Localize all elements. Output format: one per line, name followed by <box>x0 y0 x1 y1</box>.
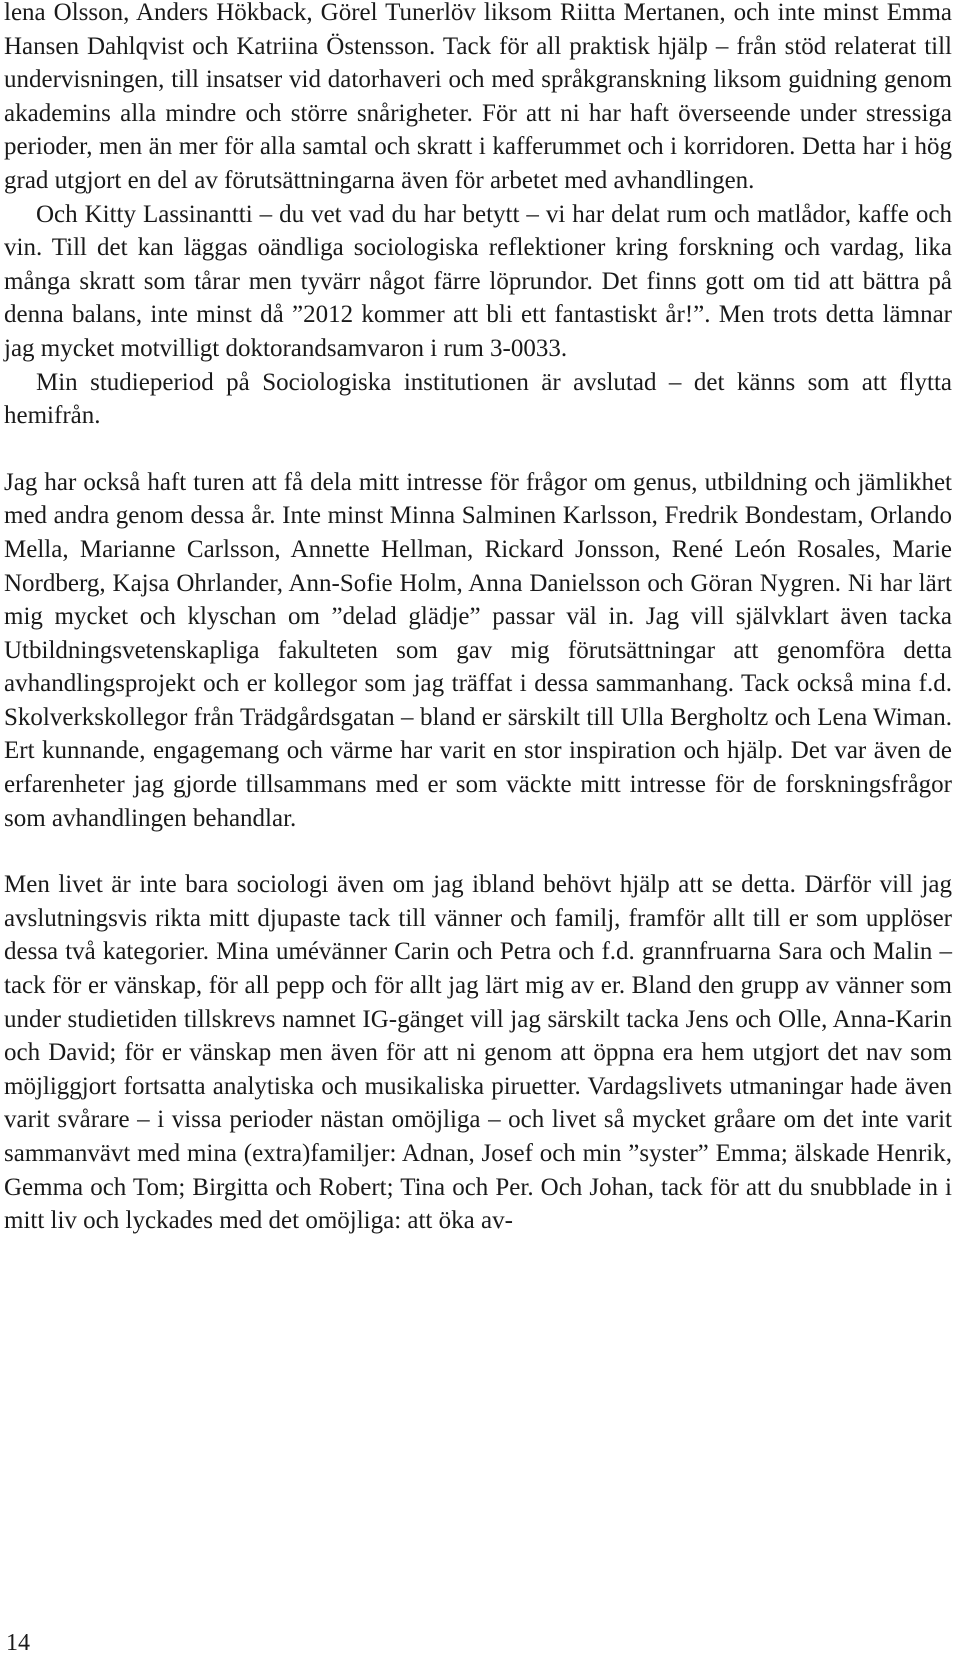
paragraph-study-period: Min studieperiod på Sociologiska institutionen är avslutad – det känns som att flytta hemifrån. <box>4 368 952 430</box>
document-page <box>4 0 952 1667</box>
paragraph-acknowledgements-staff: lena Olsson, Anders Hökback, Görel Tunerlöv liksom Riitta Mertanen, och inte minst Emma Hansen Dahlqvist och Katriina Östensson. Tack för all praktisk hjälp – från stöd relaterat till undervisningen, till insatser vid datorhaveri och med språkgranskning liksom guidning genom akademins alla mindre och större snårigheter. För att ni har haft överseende under stressiga perioder, men än mer för alla samtal och skratt i kafferummet och i korridoren. Detta har i hög grad utgjort en del av förutsättningarna även för arbetet med avhandlingen. <box>4 0 952 194</box>
page-number: 14 <box>6 1630 30 1656</box>
paragraph-gap <box>4 433 952 466</box>
paragraph-friends-family: Men livet är inte bara sociologi även om jag ibland behövt hjälp att se detta. Därför vill jag avslutningsvis rikta mitt djupaste tack till vänner och familj, framför allt till er som upplöser dessa två kategorier. Mina umévänner Carin och Petra och f.d. grannfruarna Sara och Malin – tack för er vänskap, för all pepp och för allt jag lärt mig av er. Bland den grupp av vänner som under studietiden tillskrevs namnet IG-gänget vill jag särskilt tacka Jens och Olle, Anna-Karin och David; för er vänskap men även för att ni genom att öppna era hem utgjort det nav som möjliggjort fortsatta analytiska och musikaliska piruetter. Vardagslivets utmaningar hade även varit svårare – i vissa perioder nästan omöjliga – och livet så mycket gråare om det inte varit sammanvävt med mina (extra)familjer: Adnan, Josef och min ”syster” Emma; älskade Henrik, Gemma och Tom; Birgitta och Robert; Tina och Per. Och Johan, tack för att du snubblade in i mitt liv och lyckades med det omöjliga: att öka av- <box>4 871 952 1235</box>
paragraph-kitty-lassinantti: Och Kitty Lassinantti – du vet vad du har betytt – vi har delat rum och matlådor, kaffe och vin. Till det kan läggas oändliga sociologiska reflektioner kring forskning och vardag, lika många skratt som tårar men tyvärr något färre löprundor. Det finns gott om tid att bättra på denna balans, inte minst då ”2012 kommer att bli ett fantastiskt år!”. Men trots detta lämnar jag mycket motvilligt doktorandsamvaron i rum 3-0033. <box>4 200 952 362</box>
paragraph-gender-education: Jag har också haft turen att få dela mitt intresse för frågor om genus, utbildning och jämlikhet med andra genom dessa år. Inte minst Minna Salminen Karlsson, Fredrik Bondestam, Orlando Mella, Marianne Carlsson, Annette Hellman, Rickard Jonsson, René León Rosales, Marie Nordberg, Kajsa Ohrlander, Ann-Sofie Holm, Anna Danielsson och Göran Nygren. Ni har lärt mig mycket och klyschan om ”delad glädje” passar väl in. Jag vill självklart även tacka Utbildningsvetenskapliga fakulteten som gav mig förutsättningar att genomföra detta avhandlingsprojekt och er kollegor som jag träffat i dessa sammanhang. Tack också mina f.d. Skolverkskollegor från Trädgårdsgatan – bland er särskilt till Ulla Bergholtz och Lena Wiman. Ert kunnande, engagemang och värme har varit en stor inspiration och hjälp. Det var även de erfarenheter jag gjorde tillsammans med er som väckte mitt intresse för de forskningsfrågor som avhandlingen behandlar. <box>4 468 952 832</box>
paragraph-gap <box>4 835 952 868</box>
